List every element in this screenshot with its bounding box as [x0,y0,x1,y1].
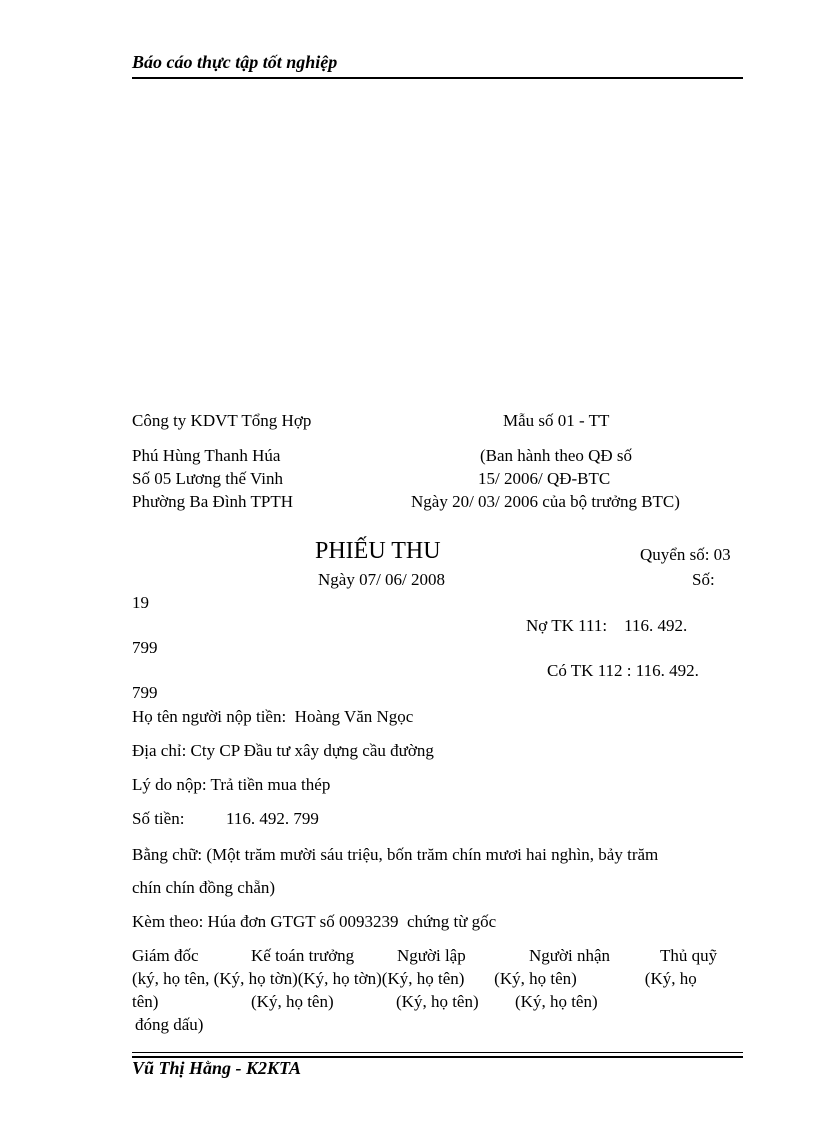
amount-in-words-line2: chín chín đồng chẵn) [132,878,276,897]
signature-line-3c: (Ký, họ tên) [396,992,479,1011]
company-place: Phú Hùng Thanh Húa [132,446,281,465]
signature-chief-accountant: Kế toán trưởng [251,946,355,965]
payment-reason: Lý do nộp: Trả tiền mua thép [132,775,331,794]
payer-address: Địa chỉ: Cty CP Đầu tư xây dựng cầu đường [132,741,434,760]
credit-amount-tail: 799 [132,683,158,702]
form-issued-line2: 15/ 2006/ QĐ-BTC [478,469,611,488]
book-number: Quyển số: 03 [640,545,731,564]
amount-in-words-line1: Bằng chữ: (Một trăm mười sáu triệu, bốn trăm chín mươi hai nghìn, bảy trăm [132,845,659,864]
signature-line-3a: tên) [132,992,159,1011]
debit-amount-tail: 799 [132,638,158,657]
signature-director: Giám đốc [132,946,199,965]
footer-author: Vũ Thị Hằng - K2KTA [132,1058,302,1078]
receipt-number-label: Số: [692,570,715,589]
signature-line-4: đóng dấu) [135,1015,204,1034]
receipt-date: Ngày 07/ 06/ 2008 [318,570,446,589]
footer-rule-thin [132,1052,743,1053]
attached-documents: Kèm theo: Húa đơn GTGT số 0093239 chứng từ gốc [132,912,497,931]
signature-line-3d: (Ký, họ tên) [515,992,598,1011]
credit-account: Có TK 112 : 116. 492. [547,661,699,680]
debit-account: Nợ TK 111: 116. 492. [526,616,688,635]
amount-label: Số tiền: [132,809,185,828]
signature-line-3b: (Ký, họ tên) [251,992,334,1011]
receipt-title: PHIẾU THU [315,538,441,564]
report-header-title: Báo cáo thực tập tốt nghiệp [132,52,338,72]
payer-name: Họ tên người nộp tiền: Hoàng Văn Ngọc [132,707,414,726]
signature-cashier: Thủ quỹ [660,946,718,965]
signature-receiver: Người nhận [529,946,610,965]
company-name: Công ty KDVT Tổng Hợp [132,411,312,430]
receipt-number-value: 19 [132,593,149,612]
form-code: Mẫu số 01 - TT [503,411,610,430]
company-address: Số 05 Lương thế Vinh [132,469,283,488]
header-rule [132,77,743,79]
signature-preparer: Người lập [397,946,466,965]
company-ward: Phường Ba Đình TPTH [132,492,293,511]
signature-line-2: (ký, họ tên, (Ký, họ tờn)(Ký, họ tờn)(Ký, họ tên) (Ký, họ tên) (Ký, họ [132,969,697,988]
amount-value: 116. 492. 799 [226,809,319,828]
form-issued-line1: (Ban hành theo QĐ số [480,446,633,465]
form-issued-line3: Ngày 20/ 03/ 2006 của bộ trưởng BTC) [411,492,680,511]
